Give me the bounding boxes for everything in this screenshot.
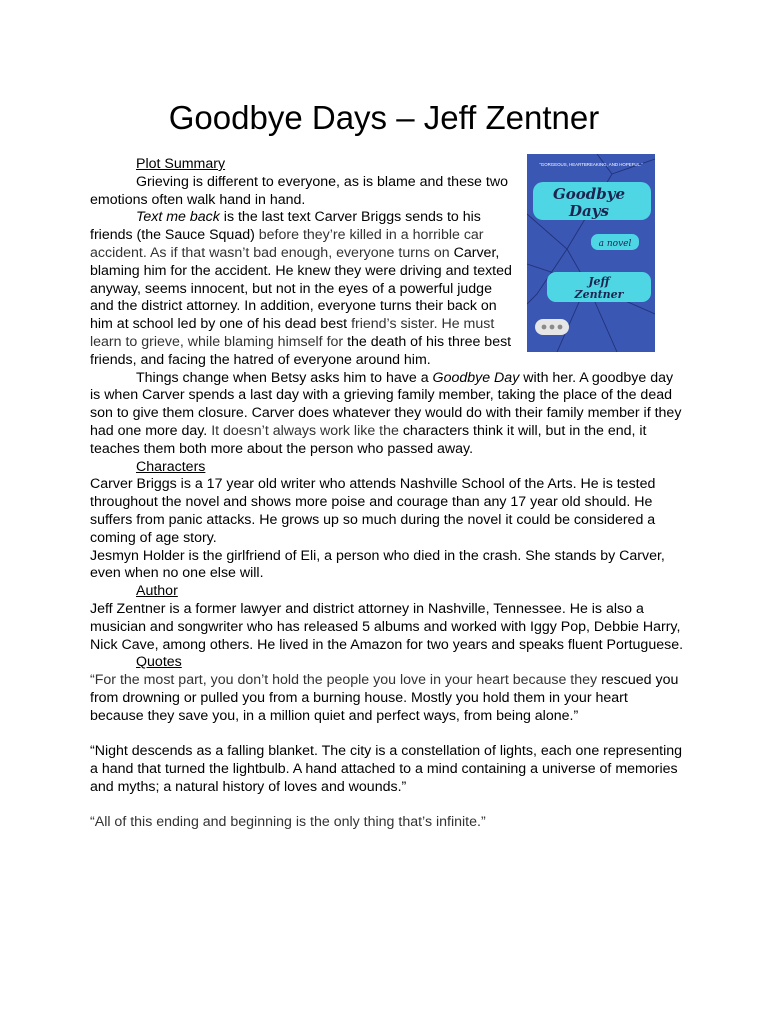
author-heading: Author — [136, 583, 178, 600]
quotes-heading: Quotes — [136, 654, 182, 671]
cover-tagline: “GORGEOUS, HEARTBREAKING, AND HOPEFUL.” — [539, 162, 643, 167]
author-paragraph: Jeff Zentner is a former lawyer and district attorney in Nashville, Tennessee. He is also a musician and songwriter who has released 5 albums and worked with Iggy Pop, Debbie Harry, Nick Cave, among others. He lived in the Amazon for two years and speaks fluent Portuguese. — [90, 600, 684, 653]
characters-paragraph-2: Jesmyn Holder is the girlfriend of Eli, a person who died in the crash. She stands by Carver, even when no one else will. — [90, 547, 665, 582]
plot-p2-part-a: is the last text Carver Briggs sends to his friends (the Sauce Squad) — [90, 209, 481, 244]
plot-p2-part-e: the death of his three best friends, and facing the hatred of everyone around him. — [90, 333, 512, 368]
cover-title-line1: Goodbye — [552, 185, 626, 203]
cover-author-line1: Jeff — [588, 275, 610, 288]
page-title: Goodbye Days – Jeff Zentner — [168, 99, 600, 136]
italic-goodbye-day: Goodbye Day — [432, 369, 520, 386]
plot-p3-part-a: Things change when Betsy asks him to have a — [136, 369, 433, 386]
plot-p3-part-b: with her. A goodbye day is when Carver spends a last day with a grieving family member, taking the place of the dead son to give them closure. Carver does whatever they would do with their family member if they had one more day. — [90, 369, 682, 439]
quote-1 — [90, 672, 685, 725]
plot-summary-heading: Plot Summary — [136, 156, 226, 172]
plot-paragraph-2 — [90, 209, 518, 369]
spacer — [90, 726, 685, 744]
plot-p2-part-c: Carver, blaming him for the accident. He knew they were driving and texted anyway, seems innocent, but not in the eyes of a powerful judge and the district attorney. In addition, everyone turns their back on him at school led by one of his dead best — [90, 244, 512, 333]
plot-p2-part-b: before they’re killed in a horrible car accident. As if that wasn’t bad enough, everyone turns on — [90, 227, 484, 261]
quote-1-part-b: rescued you from drowning or pulled you from a burning house. Mostly you hold them in your heart because they save you, in a million quiet and perfect ways, from being alone.” — [90, 672, 679, 724]
cover-author-line2: Zentner — [574, 288, 624, 301]
plot-p3-part-c: It doesn’t always work like the — [211, 422, 399, 439]
quote-2: “Night descends as a falling blanket. The city is a constellation of lights, each one representing a hand that turned the lightbulb. A hand attached to a mind containing a universe of memories and myths; a natural history of loves and wounds.” — [90, 743, 683, 795]
quote-1-part-a: “For the most part, you don’t hold the people you love in your heart because they — [90, 672, 598, 689]
cover-title-line2: Days — [569, 202, 609, 220]
characters-heading: Characters — [136, 458, 206, 475]
characters-paragraph-1: Carver Briggs is a 17 year old writer who attends Nashville School of the Arts. He is tested throughout the novel and shows more poise and courage than any 17 year old should. He suffers from panic attacks. He grows up so much during the novel it could be considered a coming of age story. — [90, 476, 656, 546]
plot-paragraph-3 — [90, 370, 685, 459]
italic-text-me-back: Text me back — [136, 209, 220, 226]
plot-p2-part-d: friend’s sister. He must learn to grieve, while blaming himself for — [90, 316, 495, 350]
cover-subtitle: a novel — [598, 239, 632, 249]
spacer — [90, 797, 685, 815]
plot-p3-part-d: characters think it will, but in the end, it teaches them both more about the person who passed away. — [90, 422, 647, 457]
quote-3: “All of this ending and beginning is the only thing that’s infinite.” — [90, 814, 486, 831]
document-body — [90, 156, 685, 832]
plot-paragraph-1: Grieving is different to everyone, as is blame and these two emotions often walk hand in hand. — [90, 173, 508, 208]
